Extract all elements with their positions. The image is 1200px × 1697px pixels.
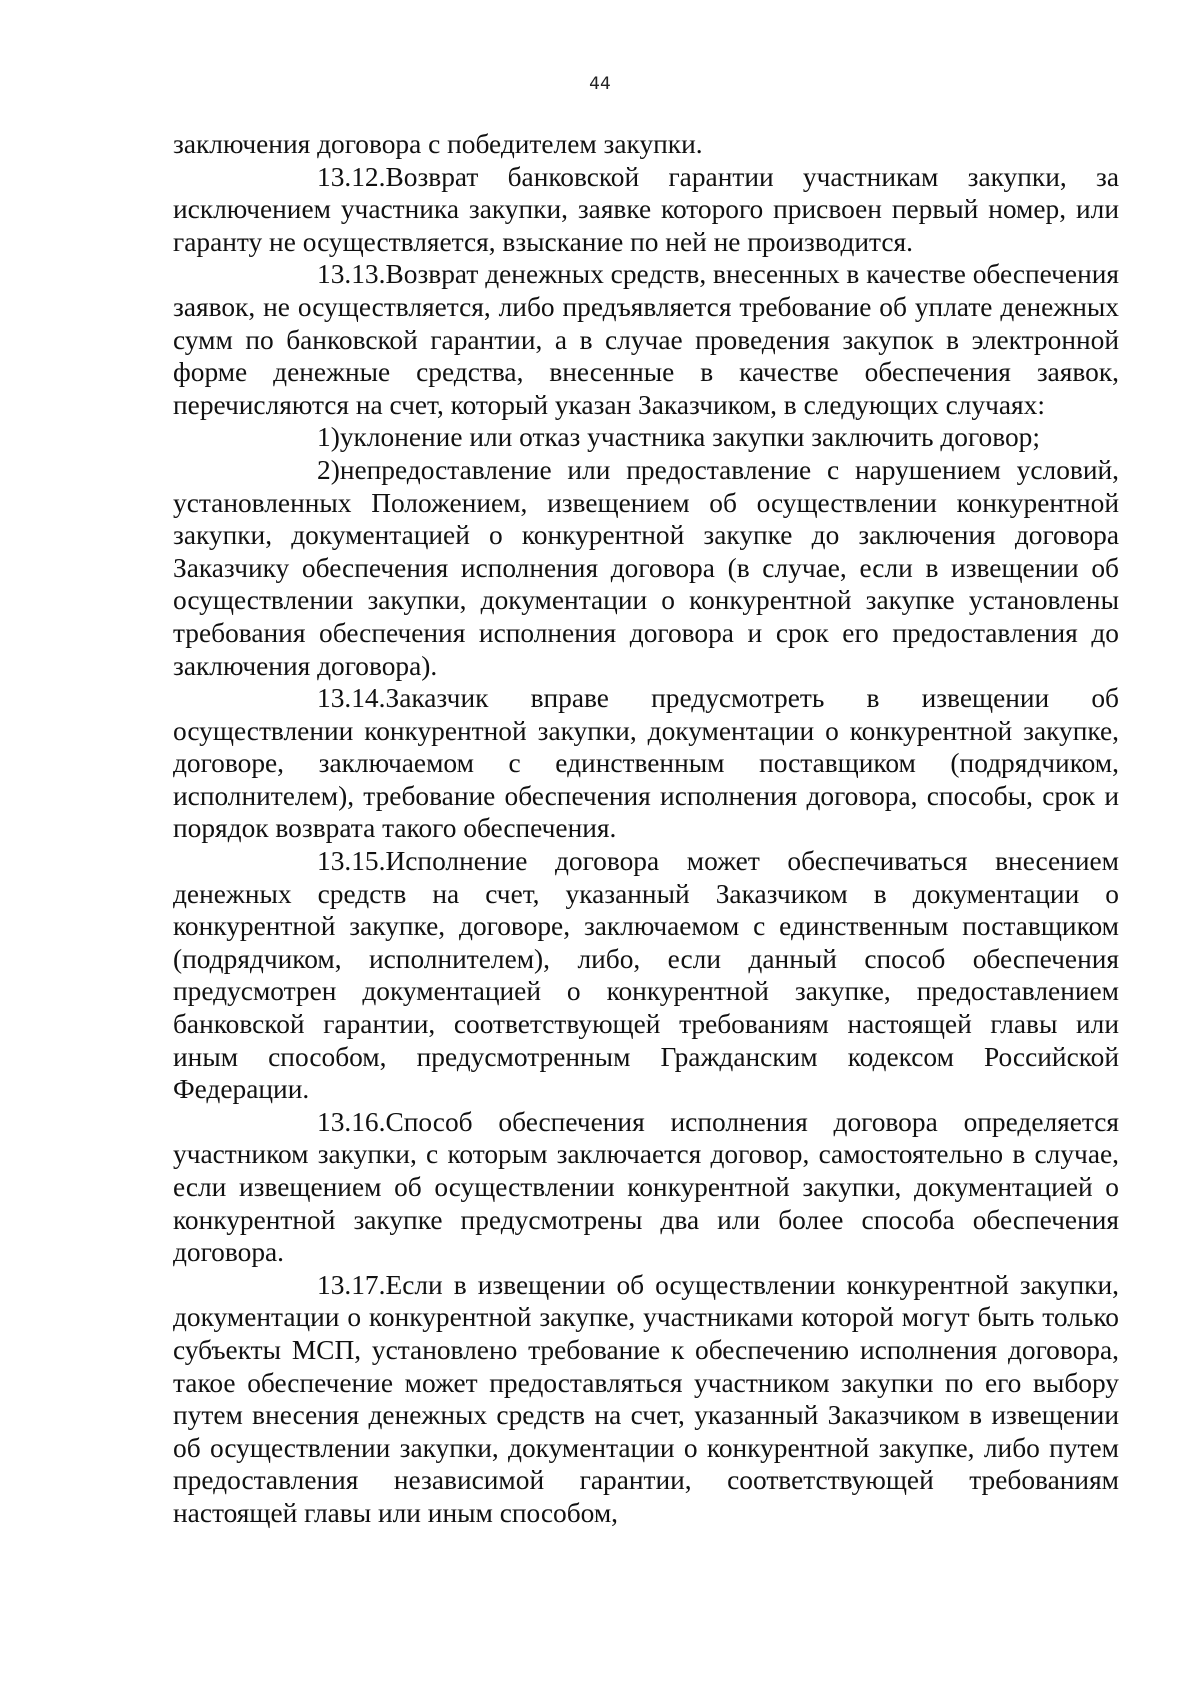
page-number: 44 bbox=[589, 74, 611, 94]
paragraph-number: 13.17. bbox=[317, 1269, 386, 1300]
paragraph-13-14 bbox=[173, 682, 1119, 845]
paragraph-number: 13.16. bbox=[317, 1106, 386, 1137]
paragraph-continuation bbox=[173, 128, 1119, 161]
paragraph-text: Возврат банковской гарантии участникам закупки, за исключением участника закупки, заявке которого присвоен первый номер, или гаранту не осуществляется, взыскание по ней не производится. bbox=[173, 161, 1119, 257]
paragraph-text: Способ обеспечения исполнения договора определяется участником закупки, с которым заключается договор, самостоятельно в случае, если извещением об осуществлении конкурентной закупки, документацией о конкурентной закупке предусмотрены два или более способа обеспечения договора. bbox=[173, 1106, 1119, 1268]
paragraph-13-17 bbox=[173, 1269, 1119, 1530]
list-item-text: непредоставление или предоставление с нарушением условий, установленных Положением, извещением об осуществлении конкурентной закупки, документацией о конкурентной закупке до заключения договора Заказчику обеспечения исполнения договора (в случае, если в извещении об осуществлении закупки, документации о конкурентной закупке установлены требования обеспечения исполнения договора и срок его предоставления до заключения договора). bbox=[173, 454, 1119, 681]
paragraph-text: заключения договора с победителем закупки. bbox=[173, 129, 703, 159]
paragraph-number: 13.12. bbox=[317, 161, 386, 192]
paragraph-number: 13.15. bbox=[317, 846, 386, 877]
paragraph-text: Исполнение договора может обеспечиваться внесением денежных средств на счет, указанный Заказчиком в документации о конкурентной закупке, договоре, заключаемом с единственным поставщиком (подрядчиком, исполнителем), либо, если данный способ обеспечения предусмотрен документацией о конкурентной закупке, предоставлением банковской гарантии, соответствующей требованиям настоящей главы или иным способом, предусмотренным Гражданским кодексом Российской Федерации. bbox=[173, 846, 1119, 1105]
paragraph-text: Если в извещении об осуществлении конкурентной закупки, документации о конкурентной закупке, участниками которой могут быть только субъекты МСП, установлено требование к обеспечению исполнения договора, такое обеспечение может предоставляться участником закупки по его выбору путем внесения денежных средств на счет, указанный Заказчиком в извещении об осуществлении закупки, документации о конкурентной закупке, либо путем предоставления независимой гарантии, соответствующей требованиям настоящей главы или иным способом, bbox=[173, 1269, 1119, 1528]
paragraph-number: 13.14. bbox=[317, 683, 386, 714]
paragraph-text: Возврат денежных средств, внесенных в качестве обеспечения заявок, не осуществляется, либо предъявляется требование об уплате денежных сумм по банковской гарантии, а в случае проведения закупок в электронной форме денежные средства, внесенные в качестве обеспечения заявок, перечисляются на счет, который указан Заказчиком, в следующих случаях: bbox=[173, 259, 1119, 420]
list-item-number: 1) bbox=[317, 422, 340, 453]
paragraph-number: 13.13. bbox=[317, 259, 386, 290]
document-body bbox=[173, 128, 1119, 1530]
list-item-number: 2) bbox=[317, 454, 340, 485]
paragraph-13-15 bbox=[173, 845, 1119, 1106]
paragraph-13-16 bbox=[173, 1106, 1119, 1269]
paragraph-13-12 bbox=[173, 161, 1119, 259]
list-item-1 bbox=[173, 421, 1119, 454]
list-item-text: уклонение или отказ участника закупки заключить договор; bbox=[339, 422, 1040, 453]
paragraph-text: Заказчик вправе предусмотреть в извещении об осуществлении конкурентной закупки, документации о конкурентной закупке, договоре, заключаемом с единственным поставщиком (подрядчиком, исполнителем), требование обеспечения исполнения договора, способы, срок и порядок возврата такого обеспечения. bbox=[173, 683, 1119, 844]
list-item-2 bbox=[173, 454, 1119, 682]
paragraph-13-13 bbox=[173, 258, 1119, 421]
